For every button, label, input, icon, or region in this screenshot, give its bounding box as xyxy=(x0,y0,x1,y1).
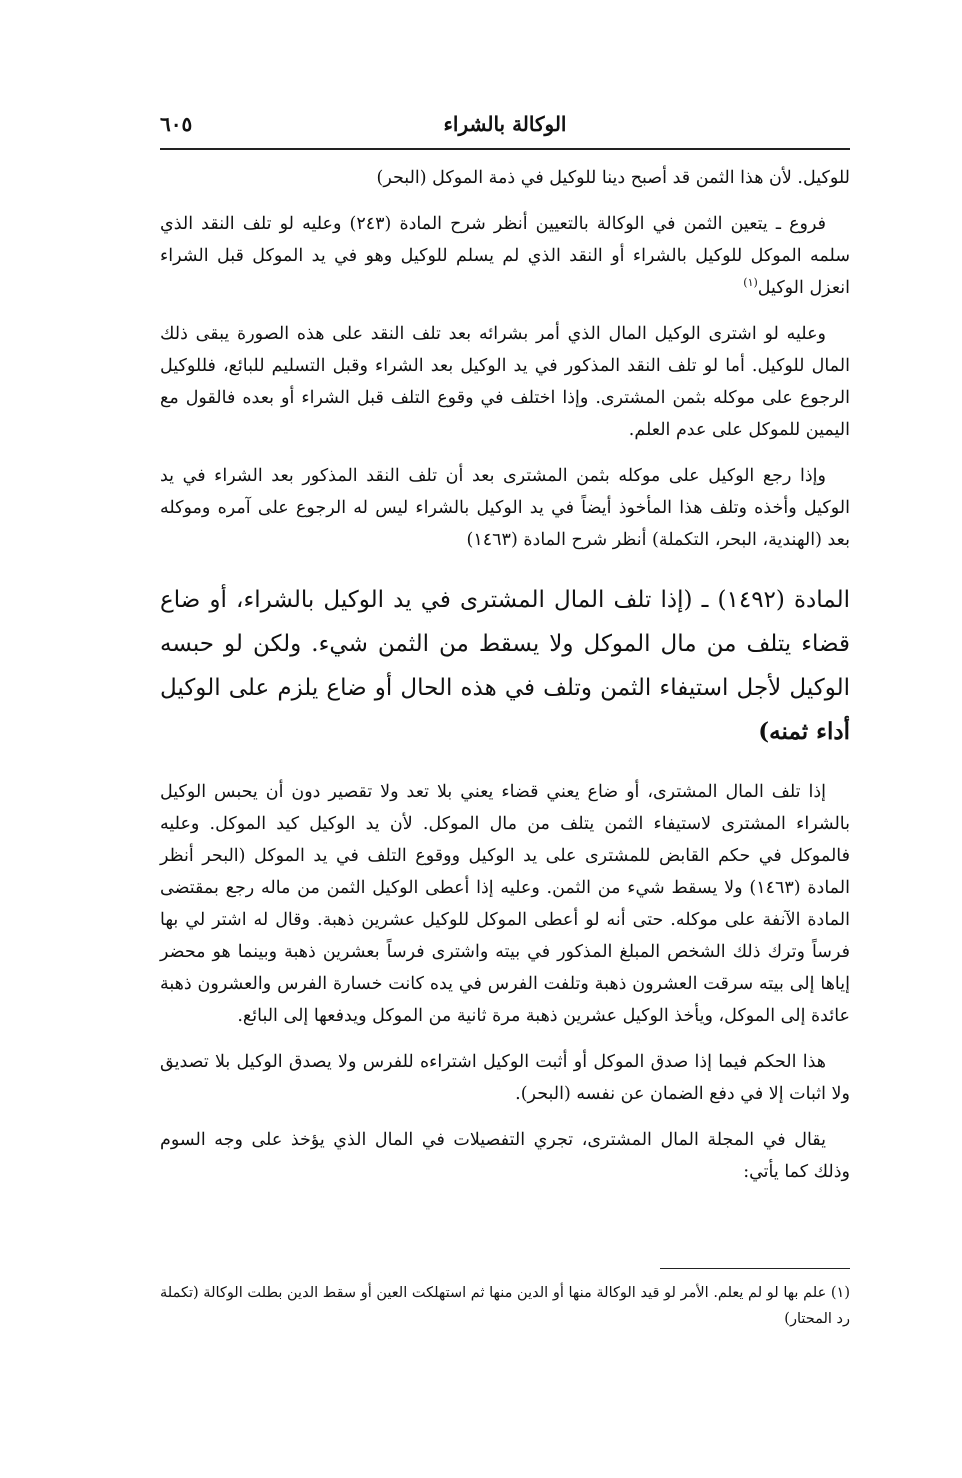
article-bold-tail: أداء ثمنه) xyxy=(758,718,850,745)
paragraph: يقال في المجلة المال المشترى، تجري التفصيلات في المال الذي يؤخذ على وجه السوم وذلك كما يأتي: xyxy=(160,1130,850,1182)
paragraph: إذا تلف المال المشترى، أو ضاع يعني قضاء يعني بلا تعد ولا تقصير دون أن يحبس الوكيل بالشراء المشترى لاستيفاء الثمن يتلف من مال الموكل. لأن يد الوكيل كيد الموكل. وعليه فالموكل في حكم القابض للمشترى على يد الوكيل ووقوع التلف في يد الموكل (البحر أنظر المادة (١٤٦٣) ولا يسقط شيء من الثمن. وعليه إذا أعطى الوكيل الثمن من ماله رجع بمقتضى المادة الآنفة على موكله. حتى أنه لو أعطى الموكل للوكيل عشرين ذهبة. وقال له اشتر لي بها فرساً وترك ذلك الشخص المبلغ المذكور في بيته واشترى فرساً بعشرين ذهبة وبينما هو محضر إياها إلى بيته سرقت العشرون ذهبة وتلفت الفرس في يده كانت خسارة الفرس والعشرون ذهبة عائدة إلى الموكل، ويأخذ الوكيل عشرين ذهبة مرة ثانية من الموكل ويدفعها إلى البائع. xyxy=(160,782,850,1026)
paragraph-text: فروع ـ يتعين الثمن في الوكالة بالتعيين أنظر شرح المادة (٢٤٣) وعليه لو تلف النقد الذي سلمه الموكل للوكيل بالشراء أو النقد الذي لم يسلم للوكيل وهو في يد الموكل قبل الشراء انعزل الوكيل xyxy=(160,214,850,298)
paragraph: وإذا رجع الوكيل على موكله بثمن المشترى بعد أن تلف النقد المذكور بعد الشراء في يد الوكيل وأخذه وتلف هذا المأخوذ أيضاً في يد الوكيل بالشراء ليس له الرجوع على آمره وموكله بعد (الهندية، البحر، التكملة) أنظر شرح المادة (١٤٦٣) xyxy=(160,466,850,550)
paragraph: للوكيل. لأن هذا الثمن قد أصبح دينا للوكيل في ذمة الموكل (البحر) xyxy=(376,168,850,188)
paragraph: وعليه لو اشترى الوكيل المال الذي أمر بشرائه بعد تلف النقد على هذه الصورة يبقى ذلك المال للوكيل. أما لو تلف النقد المذكور في يد الوكيل بعد الشراء وقبل التسليم للبائع، فللوكيل الرجوع على موكله بثمن المشترى. وإذا اختلف في وقوع التلف قبل الشراء أو بعده فالقول مع اليمين للموكل على عدم العلم. xyxy=(160,324,850,440)
article-text xyxy=(160,578,850,754)
footnote: (١) علم بها لو لم يعلم. الأمر لو قيد الوكالة منها أو الدين منها ثم استهلكت العين أو سقط الدين بطلت الوكالة (تكملة رد المحتار) xyxy=(160,1285,850,1327)
page-number: ٦٠٥ xyxy=(160,112,193,136)
paragraph xyxy=(160,208,850,304)
footnote-marker: (١) xyxy=(743,276,758,290)
paragraph: هذا الحكم فيما إذا صدق الموكل أو أثبت الوكيل اشتراءه للفرس ولا يصدق الوكيل بلا تصديق ولا اثبات إلا في دفع الضمان عن نفسه (البحر). xyxy=(160,1052,850,1104)
main-text xyxy=(160,162,850,1202)
header-title: الوكالة بالشراء xyxy=(443,112,567,136)
footnote-rule xyxy=(660,1268,850,1269)
header-rule xyxy=(160,148,850,150)
article-lead: المادة (١٤٩٢) ـ (إذا تلف المال المشترى في يد الوكيل بالشراء، أو ضاع قضاء يتلف من مال الموكل ولا يسقط من الثمن شيء. ولكن لو حبسه الوكيل لأجل استيفاء الثمن وتلف في هذه الحال أو ضاع يلزم على الوكيل xyxy=(160,587,851,701)
running-header xyxy=(160,112,850,146)
